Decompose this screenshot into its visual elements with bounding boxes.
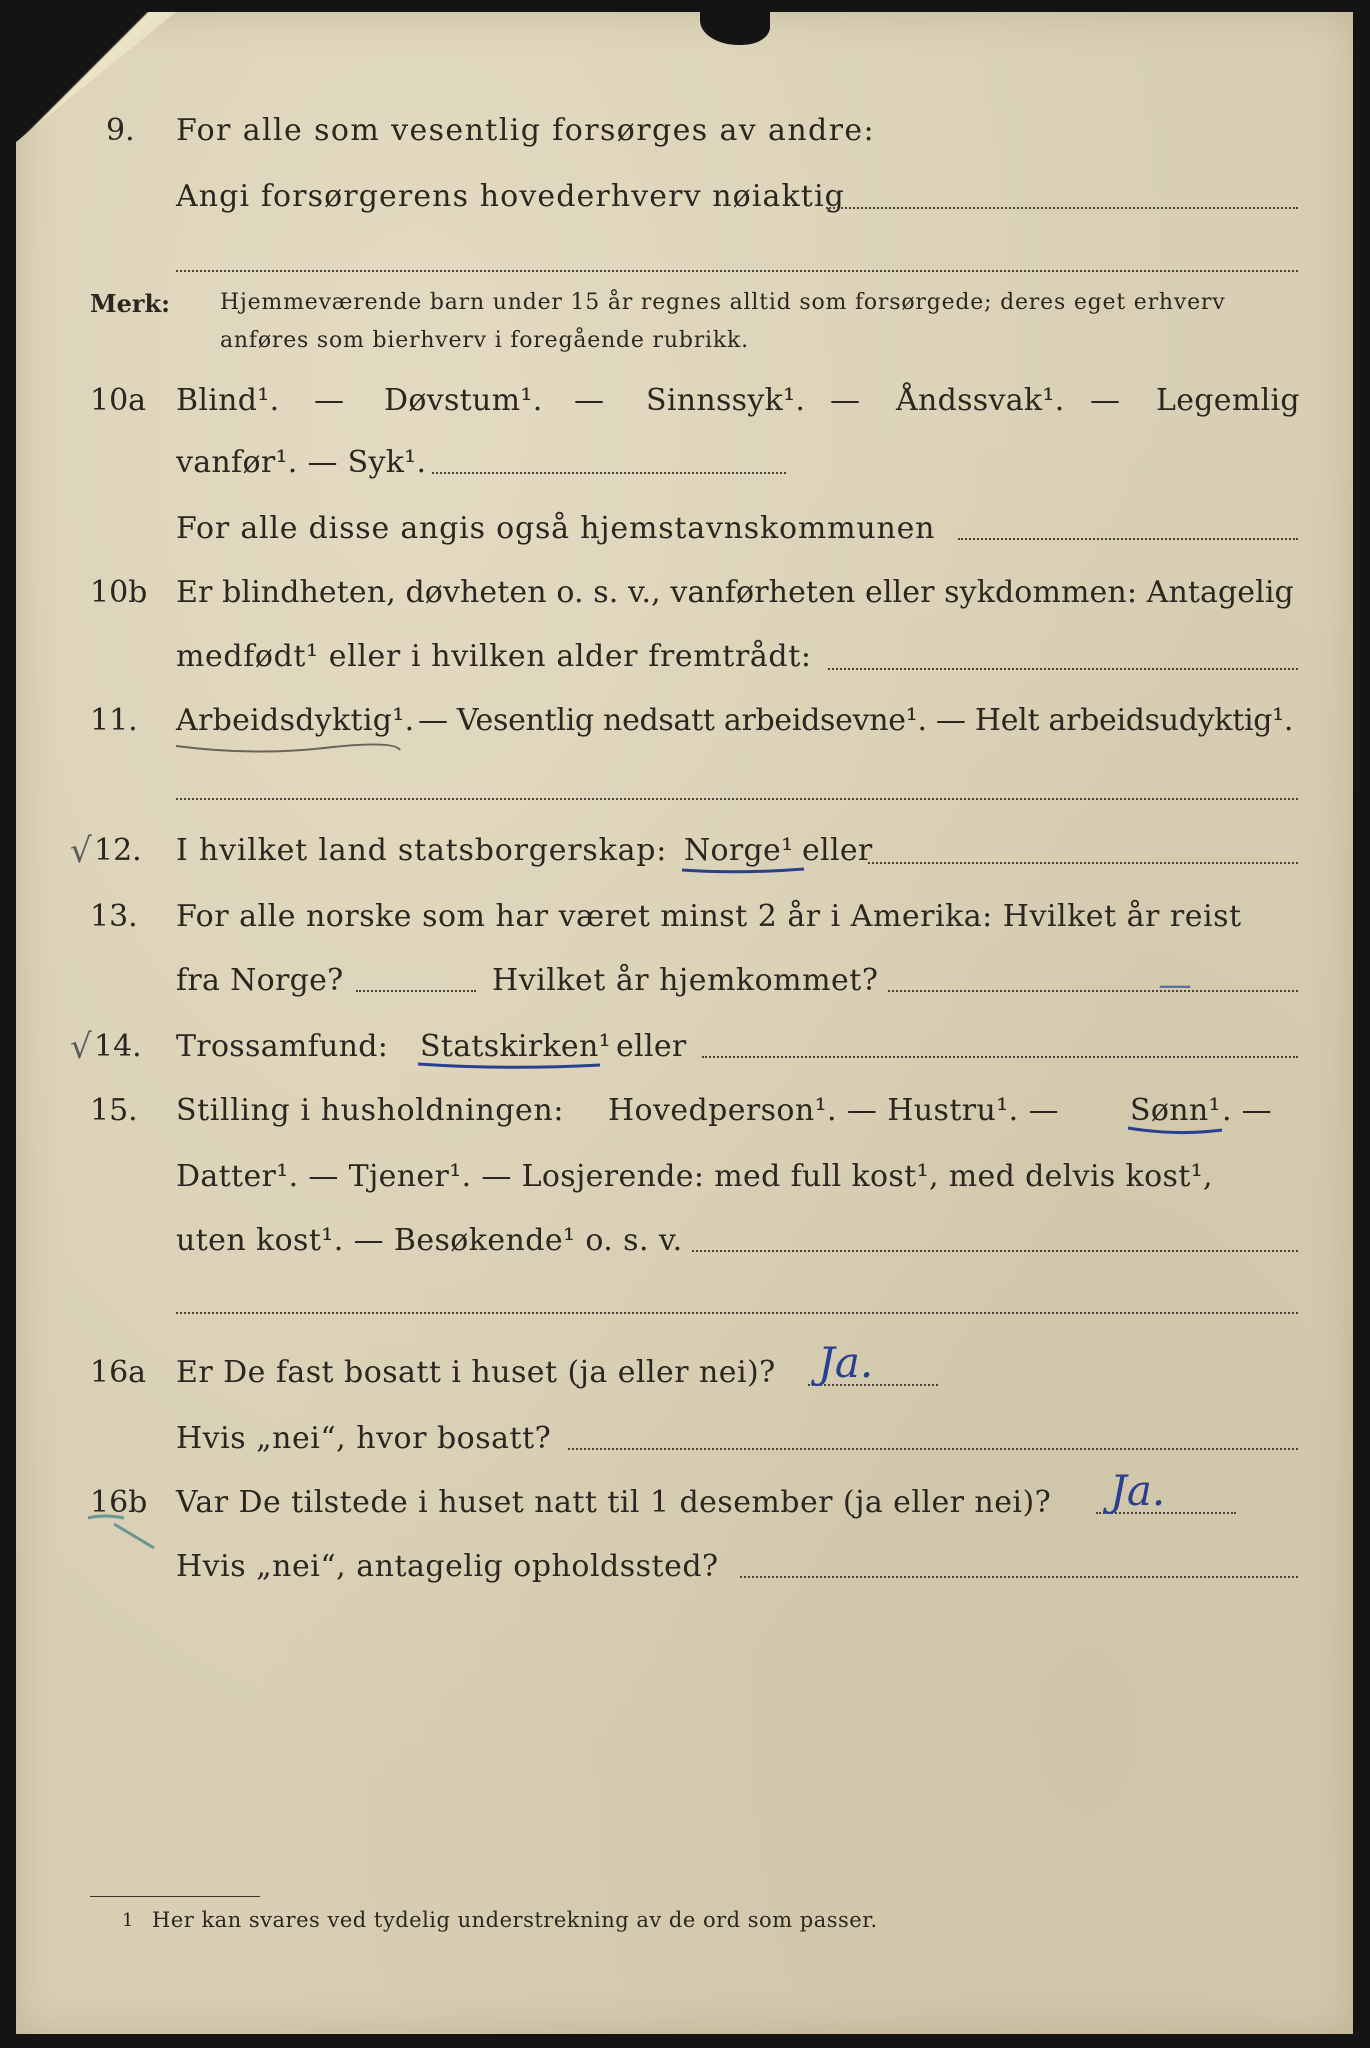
q10a-dash-4: — xyxy=(1090,383,1121,418)
q9-line2: Angi forsørgerens hovederhverv nøiaktig xyxy=(176,179,845,214)
footnote-rule xyxy=(90,1896,260,1897)
q12-ink-underline xyxy=(680,864,810,878)
q16a-bosatt-field[interactable] xyxy=(568,1448,1298,1450)
q10b-answer-field[interactable] xyxy=(828,668,1298,670)
q15-ink-underline xyxy=(1126,1124,1226,1138)
q13-reist-field[interactable] xyxy=(356,990,476,992)
q16b-handwritten-answer: Ja. xyxy=(1110,1466,1166,1515)
q14-check-mark: √ xyxy=(70,1027,92,1067)
q10a-number: 10a xyxy=(90,383,147,418)
q13-line1: For alle norske som har været minst 2 år i Amerika: Hvilket år reist xyxy=(176,899,1242,934)
q9-line1: For alle som vesentlig forsørges av andre: xyxy=(176,113,876,148)
q16a-line1: Er De fast bosatt i huset (ja eller nei)? xyxy=(176,1355,776,1390)
q9-answer-field-2[interactable] xyxy=(176,270,1298,272)
q16b-line1: Var De tilstede i huset natt til 1 desember (ja eller nei)? xyxy=(176,1485,1052,1520)
census-form-page xyxy=(16,12,1353,2034)
q13-line2b: Hvilket år hjemkommet? xyxy=(492,963,879,998)
q10a-option-legemlig: Legemlig xyxy=(1156,383,1300,418)
q14-text: Trossamfund: xyxy=(176,1029,389,1064)
merk-line1: Hjemmeværende barn under 15 år regnes alltid som forsørgede; deres eget erhverv xyxy=(220,290,1226,315)
q10a-option-andssvak: Åndssvak¹. xyxy=(896,383,1065,418)
q15-answer-field[interactable] xyxy=(692,1250,1298,1252)
q12-option-norge: Norge¹ xyxy=(684,833,794,868)
q9-number: 9. xyxy=(106,113,135,148)
q15-line1d: . — xyxy=(1222,1093,1272,1128)
q10a-dash-2: — xyxy=(574,383,605,418)
merk-line2: anføres som bierhverv i foregående rubrikk. xyxy=(220,328,749,353)
q14-answer-field[interactable] xyxy=(702,1056,1298,1058)
q15-line1a: Stilling i husholdningen: xyxy=(176,1093,565,1128)
q15-answer-field-2[interactable] xyxy=(176,1312,1298,1314)
q10a-option-sinnssyk: Sinnssyk¹. xyxy=(646,383,806,418)
q15-line1b: Hovedperson¹. — Hustru¹. — xyxy=(608,1093,1059,1128)
footnote-text: Her kan svares ved tydelig understrekning av de ord som passer. xyxy=(152,1908,878,1932)
q14-number: 14. xyxy=(94,1029,142,1064)
q13-dash-mark: — xyxy=(1158,965,1192,1005)
q11-answer-field[interactable] xyxy=(176,798,1298,800)
q12-text: I hvilket land statsborgerskap: xyxy=(176,833,668,868)
q16a-handwritten-answer: Ja. xyxy=(818,1338,874,1387)
q16b-opholdssted-field[interactable] xyxy=(740,1576,1298,1578)
q10a-option-blind: Blind¹. xyxy=(176,383,280,418)
q14-ink-underline xyxy=(416,1060,606,1074)
q10a-kommune-field[interactable] xyxy=(958,538,1298,540)
q9-answer-field[interactable] xyxy=(826,207,1298,209)
q10b-line1: Er blindheten, døvheten o. s. v., vanførheten eller sykdommen: Antagelig xyxy=(176,575,1294,610)
q15-number: 15. xyxy=(90,1093,138,1128)
merk-label: Merk: xyxy=(90,289,170,318)
q11-number: 11. xyxy=(90,703,138,738)
q16b-number: 16b xyxy=(90,1485,148,1520)
q10b-line2: medfødt¹ eller i hvilken alder fremtrådt: xyxy=(176,639,812,674)
q11-pencil-underline xyxy=(174,738,404,758)
footnote-mark: 1 xyxy=(122,1910,134,1931)
q15-option-sonn: Sønn¹ xyxy=(1130,1093,1221,1128)
q11-other-options: — Vesentlig nedsatt arbeidsevne¹. — Helt arbeidsudyktig¹. xyxy=(418,703,1294,738)
q12-suffix-eller: eller xyxy=(802,833,873,868)
q15-line3: uten kost¹. — Besøkende¹ o. s. v. xyxy=(176,1223,683,1258)
q16b-ink-mark xyxy=(84,1512,164,1552)
q14-suffix-eller: eller xyxy=(616,1029,687,1064)
q16a-number: 16a xyxy=(90,1355,147,1390)
q10a-line3: For alle disse angis også hjemstavnskommunen xyxy=(176,511,936,546)
q12-check-mark: √ xyxy=(70,831,92,871)
q12-number: 12. xyxy=(94,833,142,868)
q10a-syk-field[interactable] xyxy=(432,472,786,474)
q10a-dash-1: — xyxy=(314,383,345,418)
q14-option-statskirken: Statskirken¹ xyxy=(420,1029,611,1064)
q16b-line2: Hvis „nei“, antagelig opholdssted? xyxy=(176,1549,719,1584)
q10a-line2: vanfør¹. — Syk¹. xyxy=(176,445,427,480)
q12-answer-field[interactable] xyxy=(868,862,1298,864)
q10a-option-dovstum: Døvstum¹. xyxy=(384,383,543,418)
q10b-number: 10b xyxy=(90,575,148,610)
q13-line2a: fra Norge? xyxy=(176,963,344,998)
q13-hjemkommet-field[interactable] xyxy=(888,990,1298,992)
q13-number: 13. xyxy=(90,899,138,934)
q15-line2: Datter¹. — Tjener¹. — Losjerende: med full kost¹, med delvis kost¹, xyxy=(176,1159,1213,1194)
q11-option-arbeidsdyktig: Arbeidsdyktig¹. xyxy=(176,703,415,738)
q10a-dash-3: — xyxy=(830,383,861,418)
q16a-line2: Hvis „nei“, hvor bosatt? xyxy=(176,1421,552,1456)
